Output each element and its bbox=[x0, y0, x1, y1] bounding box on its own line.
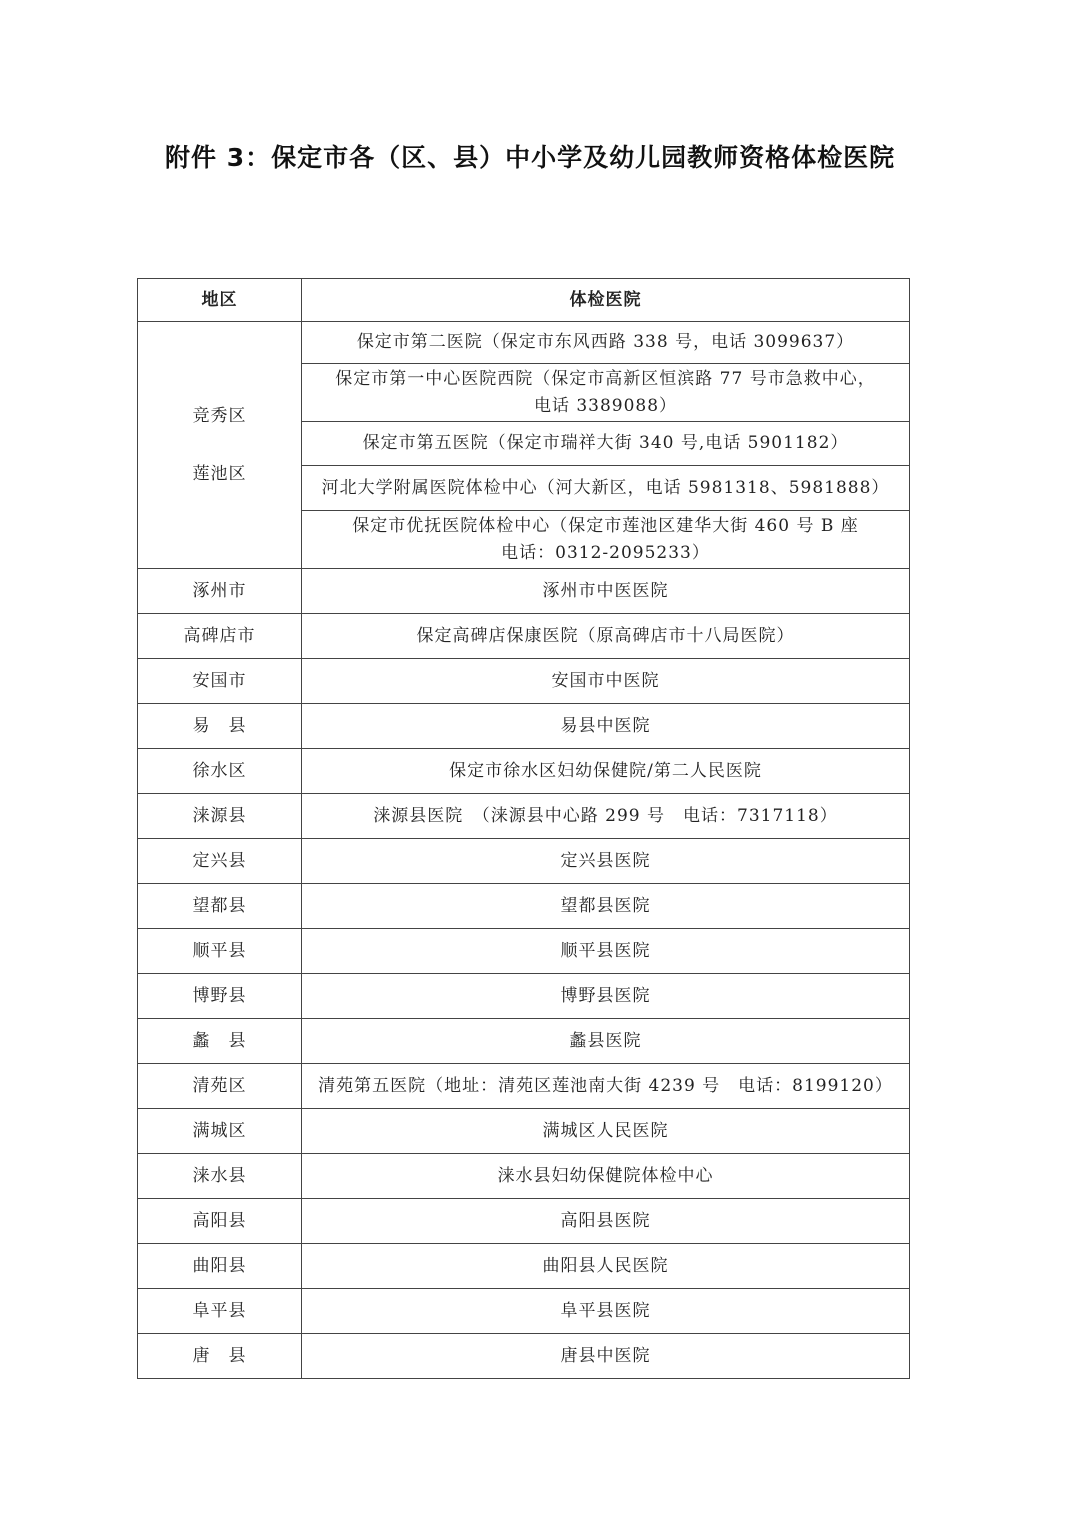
table-row bbox=[138, 659, 910, 704]
hospital-cell: 望都县医院 bbox=[302, 884, 910, 929]
hospital-cell: 顺平县医院 bbox=[302, 929, 910, 974]
hospital-cell: 蠡县医院 bbox=[302, 1019, 910, 1064]
region-cell: 清苑区 bbox=[138, 1064, 302, 1109]
hospital-cell: 易县中医院 bbox=[302, 704, 910, 749]
region-cell: 蠡 县 bbox=[138, 1019, 302, 1064]
region-cell-merged bbox=[138, 322, 302, 569]
page-title: 附件 3：保定市各（区、县）中小学及幼儿园教师资格体检医院 bbox=[165, 143, 896, 172]
table-row bbox=[138, 839, 910, 884]
region-cell: 阜平县 bbox=[138, 1289, 302, 1334]
region-name: 莲池区 bbox=[192, 464, 247, 484]
hospital-cell bbox=[302, 364, 910, 422]
table-row bbox=[138, 1064, 910, 1109]
region-cell: 望都县 bbox=[138, 884, 302, 929]
hospital-line: 河北大学附属医院体检中心（河大新区，电话 5981318、5981888） bbox=[321, 477, 890, 498]
hospital-line: 电话：0312-2095233） bbox=[501, 542, 710, 563]
table-row bbox=[138, 322, 910, 364]
region-cell: 满城区 bbox=[138, 1109, 302, 1154]
hospital-line: 保定市第一中心医院西院（保定市高新区恒滨路 77 号市急救中心， bbox=[335, 368, 876, 389]
hospital-cell: 涞源县医院 （涞源县中心路 299 号 电话：7317118） bbox=[302, 794, 910, 839]
hospital-cell: 安国市中医院 bbox=[302, 659, 910, 704]
hospital-cell bbox=[302, 422, 910, 466]
hospital-line: 保定市第二医院（保定市东风西路 338 号，电话 3099637） bbox=[356, 332, 855, 352]
hospital-cell: 曲阳县人民医院 bbox=[302, 1244, 910, 1289]
hospital-cell: 清苑第五医院（地址：清苑区莲池南大街 4239 号 电话：8199120） bbox=[302, 1064, 910, 1109]
table-row bbox=[138, 974, 910, 1019]
region-cell: 易 县 bbox=[138, 704, 302, 749]
table-header-row bbox=[138, 279, 910, 322]
table-row bbox=[138, 569, 910, 614]
hospital-cell: 高阳县医院 bbox=[302, 1199, 910, 1244]
table-row bbox=[138, 794, 910, 839]
hospital-line: 保定市第五医院（保定市瑞祥大街 340 号,电话 5901182） bbox=[362, 433, 849, 453]
hospital-cell: 满城区人民医院 bbox=[302, 1109, 910, 1154]
hospital-cell: 定兴县医院 bbox=[302, 839, 910, 884]
table-row bbox=[138, 614, 910, 659]
region-cell: 博野县 bbox=[138, 974, 302, 1019]
hospital-cell: 保定高碑店保康医院（原高碑店市十八局医院） bbox=[302, 614, 910, 659]
table-row bbox=[138, 929, 910, 974]
hospital-line: 电话 3389088） bbox=[533, 395, 678, 416]
hospital-cell bbox=[302, 466, 910, 511]
header-hospital: 体检医院 bbox=[302, 279, 910, 322]
hospital-cell: 涞水县妇幼保健院体检中心 bbox=[302, 1154, 910, 1199]
region-cell: 涞水县 bbox=[138, 1154, 302, 1199]
table-row bbox=[138, 1244, 910, 1289]
region-cell: 涞源县 bbox=[138, 794, 302, 839]
hospital-cell bbox=[302, 511, 910, 569]
region-cell: 高阳县 bbox=[138, 1199, 302, 1244]
header-region: 地区 bbox=[138, 279, 302, 322]
table-row bbox=[138, 1334, 910, 1379]
region-cell: 高碑店市 bbox=[138, 614, 302, 659]
table-row bbox=[138, 1109, 910, 1154]
hospital-line: 保定市优抚医院体检中心（保定市莲池区建华大街 460 号 B 座 bbox=[352, 515, 859, 536]
table-row bbox=[138, 884, 910, 929]
region-cell: 曲阳县 bbox=[138, 1244, 302, 1289]
table-row bbox=[138, 1154, 910, 1199]
table-row bbox=[138, 1289, 910, 1334]
table-row bbox=[138, 749, 910, 794]
hospital-cell bbox=[302, 322, 910, 364]
table-row bbox=[138, 704, 910, 749]
table-row bbox=[138, 1199, 910, 1244]
region-cell: 定兴县 bbox=[138, 839, 302, 884]
region-cell: 顺平县 bbox=[138, 929, 302, 974]
table-row bbox=[138, 1019, 910, 1064]
hospital-cell: 保定市徐水区妇幼保健院/第二人民医院 bbox=[302, 749, 910, 794]
region-cell: 徐水区 bbox=[138, 749, 302, 794]
region-name: 竞秀区 bbox=[192, 406, 247, 426]
hospital-cell: 阜平县医院 bbox=[302, 1289, 910, 1334]
region-cell: 唐 县 bbox=[138, 1334, 302, 1379]
hospital-table bbox=[137, 278, 910, 1379]
hospital-cell: 唐县中医院 bbox=[302, 1334, 910, 1379]
hospital-cell: 涿州市中医医院 bbox=[302, 569, 910, 614]
hospital-cell: 博野县医院 bbox=[302, 974, 910, 1019]
region-cell: 涿州市 bbox=[138, 569, 302, 614]
region-cell: 安国市 bbox=[138, 659, 302, 704]
